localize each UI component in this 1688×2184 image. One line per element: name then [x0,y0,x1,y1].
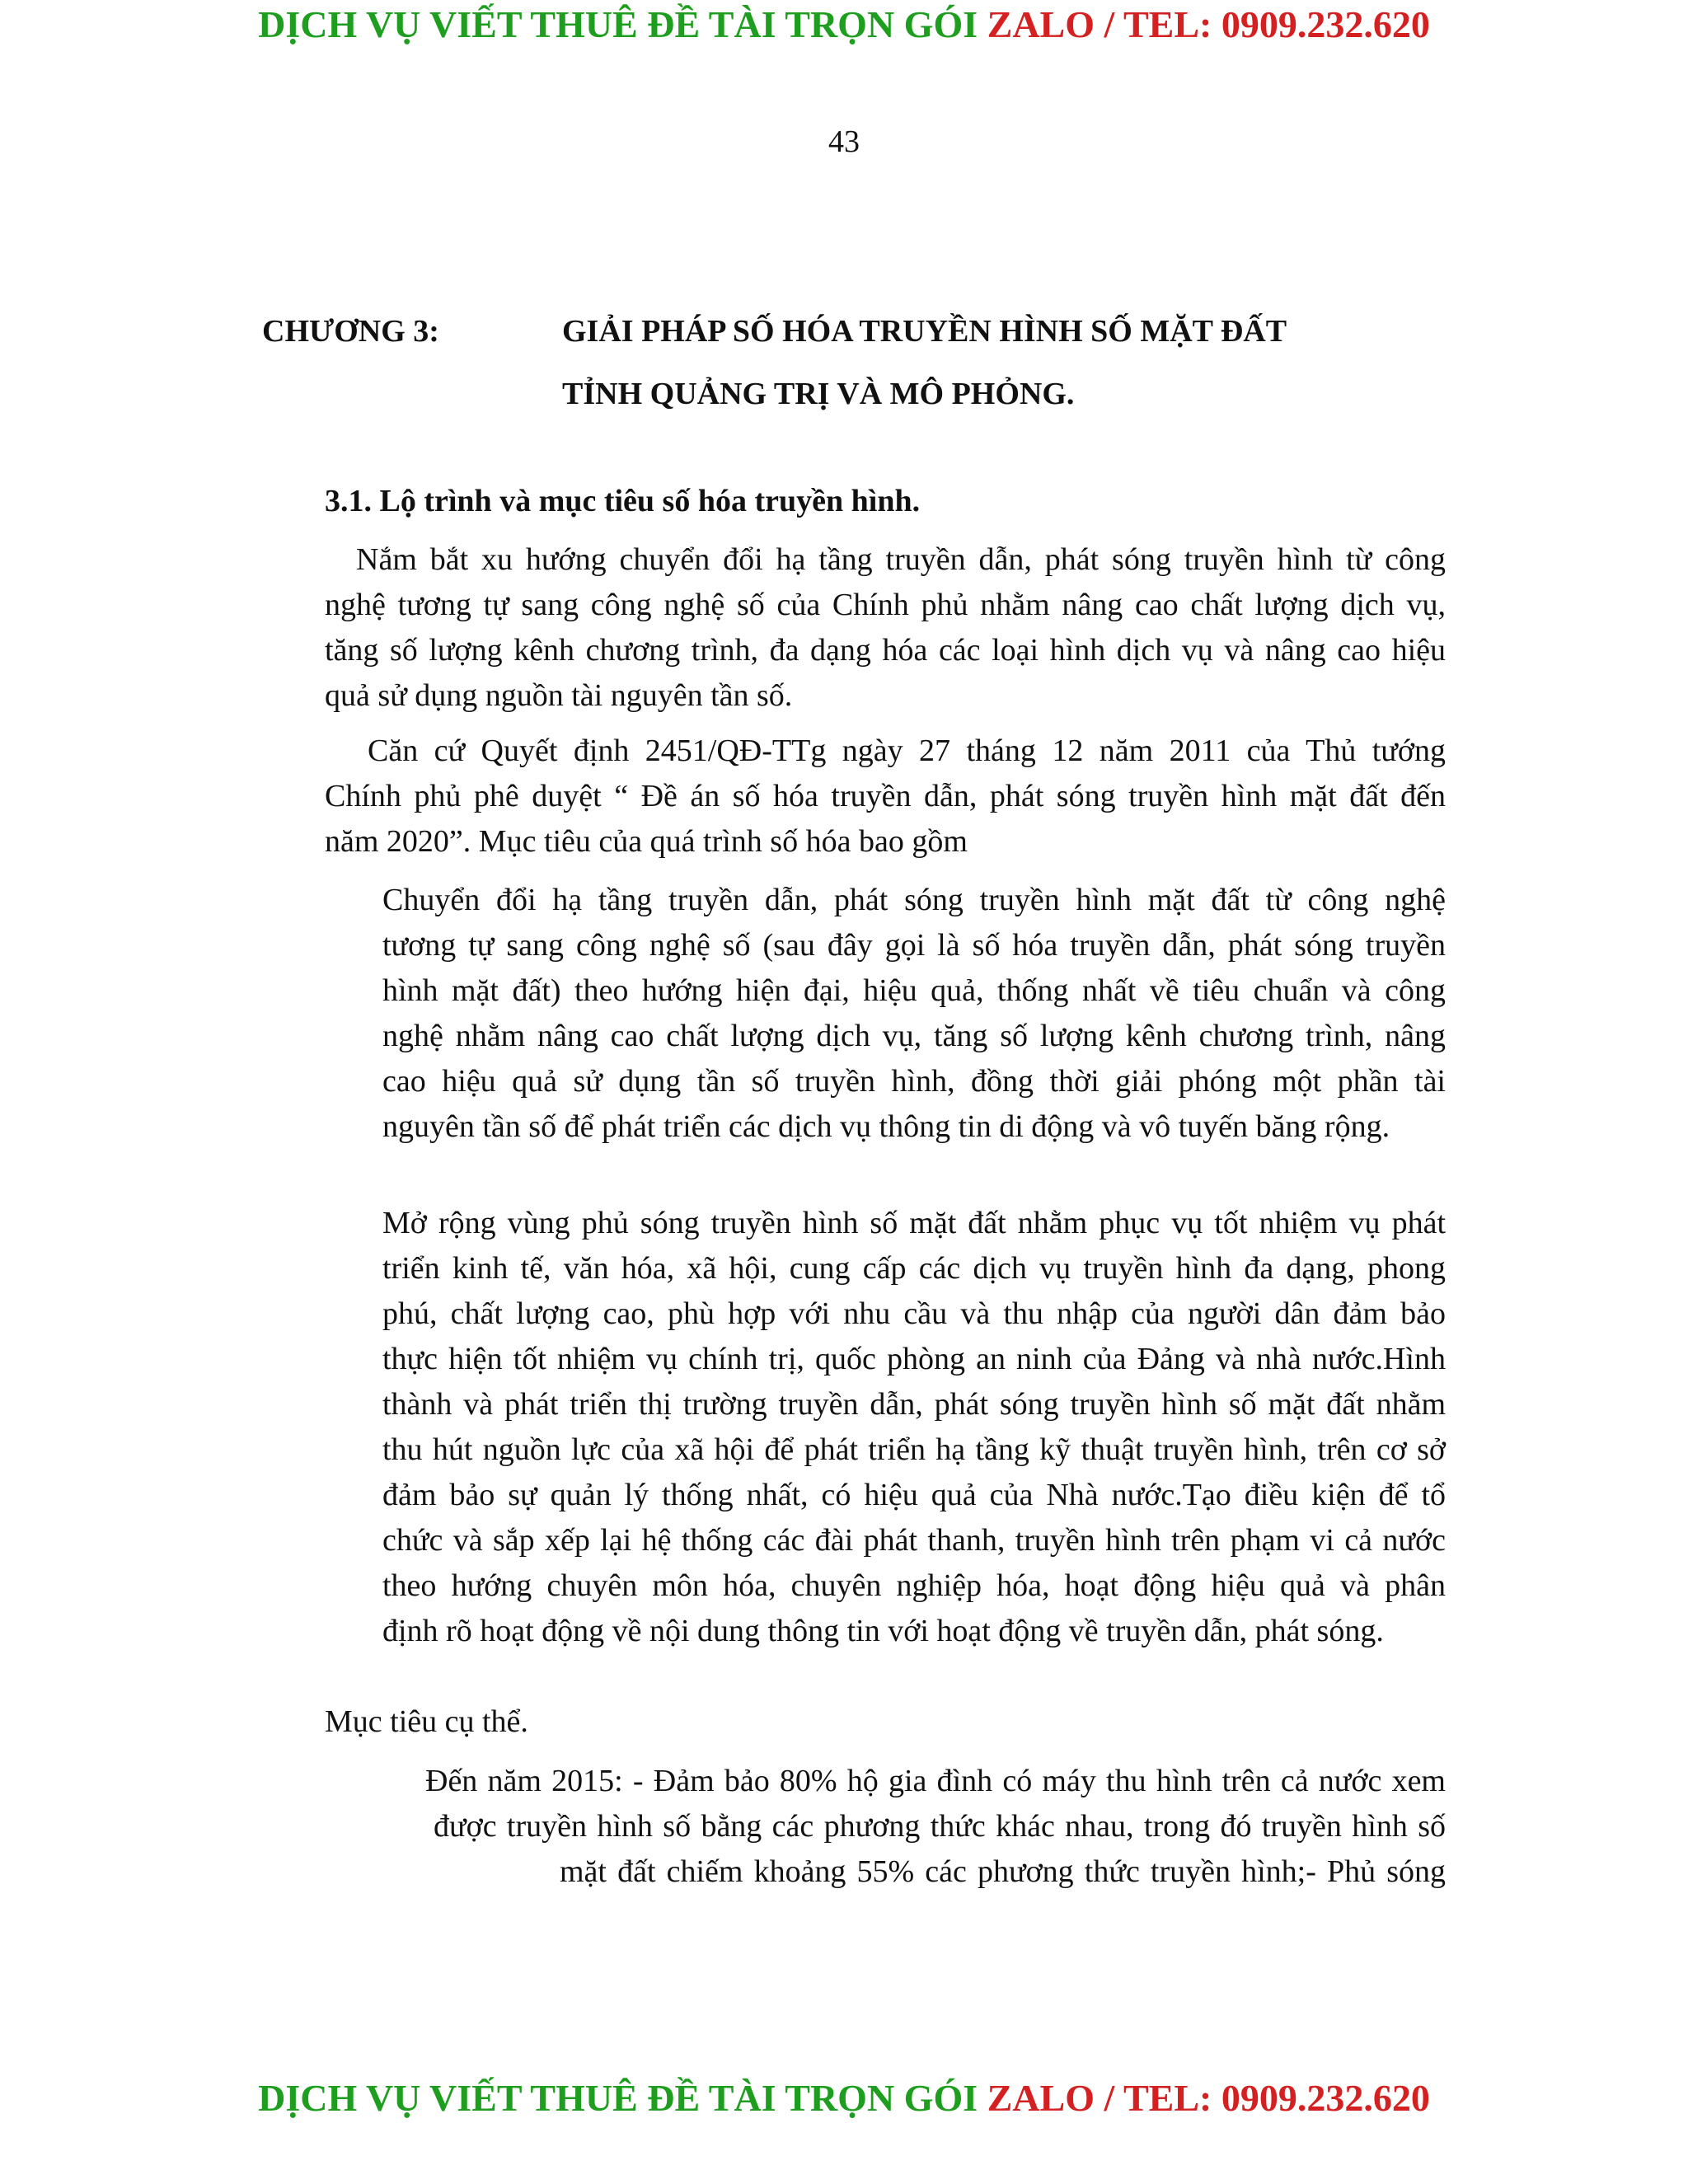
bottom-banner [0,2075,1688,2121]
paragraph-line: quả sử dụng nguồn tài nguyên tần số. [325,678,793,713]
paragraph-line: tương tự sang công nghệ số (sau đây gọi là số hóa truyền dẫn, phát sóng truyền [382,928,1446,963]
paragraph-line: Nắm bắt xu hướng chuyển đổi hạ tầng truyền dẫn, phát sóng truyền hình từ công [356,542,1446,577]
chapter-title-line-1: GIẢI PHÁP SỐ HÓA TRUYỀN HÌNH SỐ MẶT ĐẤT [562,314,1287,349]
section-heading: 3.1. Lộ trình và mục tiêu số hóa truyền hình. [325,484,921,518]
paragraph-line: Đến năm 2015: - Đảm bảo 80% hộ gia đình có máy thu hình trên cả nước xem [425,1764,1446,1798]
paragraph-target-2015 [425,1759,1446,1895]
banner-contact-text: ZALO / TEL: 0909.232.620 [987,2077,1430,2119]
paragraph-decision [325,729,1446,865]
paragraph-line: cao hiệu quả sử dụng tần số truyền hình, đồng thời giải phóng một phần tài [382,1064,1446,1099]
paragraph-line: định rõ hoạt động về nội dung thông tin với hoạt động về truyền dẫn, phát sóng. [382,1614,1384,1648]
banner-contact-text: ZALO / TEL: 0909.232.620 [987,3,1430,45]
paragraph-line: tăng số lượng kênh chương trình, đa dạng hóa các loại hình dịch vụ và nâng cao hiệu [325,633,1446,668]
paragraph-line: Chuyển đổi hạ tầng truyền dẫn, phát sóng truyền hình mặt đất từ công nghệ [382,883,1446,917]
paragraph-objective-conversion [382,878,1446,1150]
banner-service-text: DỊCH VỤ VIẾT THUÊ ĐỀ TÀI TRỌN GÓI [258,3,978,45]
paragraph-objective-coverage [382,1201,1446,1654]
paragraph-line: nguyên tần số để phát triển các dịch vụ thông tin di động và vô tuyến băng rộng. [382,1109,1390,1144]
paragraph-line: thực hiện tốt nhiệm vụ chính trị, quốc phòng an ninh của Đảng và nhà nước.Hình [382,1342,1446,1376]
paragraph-line: năm 2020”. Mục tiêu của quá trình số hóa bao gồm [325,824,968,859]
paragraph-line: triển kinh tế, văn hóa, xã hội, cung cấp các dịch vụ truyền hình đa dạng, phong [382,1251,1446,1286]
paragraph-line: mặt đất chiếm khoảng 55% các phương thức truyền hình;- Phủ sóng [560,1854,1446,1889]
paragraph-line: thành và phát triển thị trường truyền dẫn, phát sóng truyền hình số mặt đất nhằm [382,1387,1446,1422]
paragraph-intro [325,537,1446,719]
paragraph-line: nghệ nhằm nâng cao chất lượng dịch vụ, tăng số lượng kênh chương trình, nâng [382,1019,1446,1053]
paragraph-line: Căn cứ Quyết định 2451/QĐ-TTg ngày 27 tháng 12 năm 2011 của Thủ tướng [368,733,1446,768]
banner-service-text: DỊCH VỤ VIẾT THUÊ ĐỀ TÀI TRỌN GÓI [258,2077,978,2119]
chapter-title-line-2: TỈNH QUẢNG TRỊ VÀ MÔ PHỎNG. [562,377,1075,411]
paragraph-line: nghệ tương tự sang công nghệ số của Chính phủ nhằm nâng cao chất lượng dịch vụ, [325,588,1446,622]
paragraph-line: được truyền hình số bằng các phương thức khác nhau, trong đó truyền hình số [434,1809,1446,1844]
paragraph-line: thu hút nguồn lực của xã hội để phát triển hạ tầng kỹ thuật truyền hình, trên cơ sở [382,1432,1446,1467]
paragraph-specific-objectives [325,1699,1446,1745]
page-number: 43 [828,124,860,159]
paragraph-line: đảm bảo sự quản lý thống nhất, có hiệu quả của Nhà nước.Tạo điều kiện để tổ [382,1478,1446,1512]
paragraph-line: Chính phủ phê duyệt “ Đề án số hóa truyền dẫn, phát sóng truyền hình mặt đất đến [325,779,1446,813]
paragraph-line: theo hướng chuyên môn hóa, chuyên nghiệp hóa, hoạt động hiệu quả và phân [382,1568,1446,1603]
paragraph-line: Mở rộng vùng phủ sóng truyền hình số mặt đất nhằm phục vụ tốt nhiệm vụ phát [382,1206,1446,1240]
paragraph-line: hình mặt đất) theo hướng hiện đại, hiệu quả, thống nhất về tiêu chuẩn và công [382,973,1446,1008]
paragraph-line: Mục tiêu cụ thể. [325,1704,528,1739]
top-banner [0,2,1688,48]
paragraph-line: chức và sắp xếp lại hệ thống các đài phát thanh, truyền hình trên phạm vi cả nước [382,1523,1446,1558]
paragraph-line: phú, chất lượng cao, phù hợp với nhu cầu và thu nhập của người dân đảm bảo [382,1296,1446,1331]
chapter-label: CHƯƠNG 3: [262,314,439,349]
